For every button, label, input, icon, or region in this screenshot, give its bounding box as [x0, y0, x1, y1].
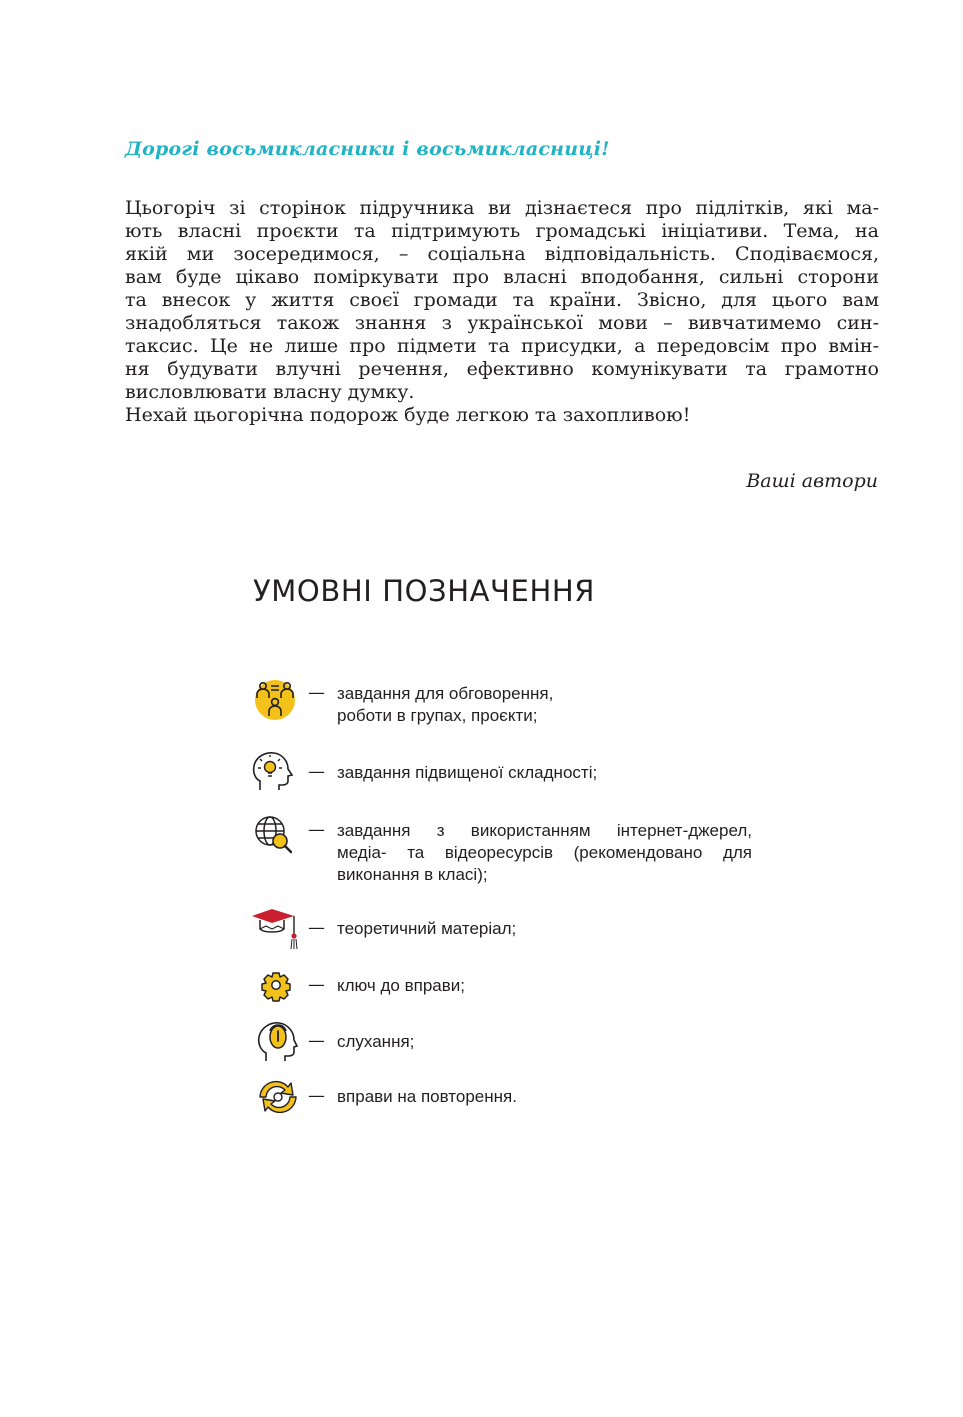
- legend-text-line: завдання для обговорення,: [337, 684, 554, 703]
- intro-line: висловлювати власну думку.: [125, 381, 415, 403]
- intro-line: ють власні проєкти та підтримують громадські ініціативи. Тема, на: [125, 220, 879, 242]
- greeting-heading: Дорогі восьмикласники і восьмикласниці!: [125, 138, 610, 160]
- intro-line: вам буде цікаво поміркувати про власні вподобання, сильні сторони: [125, 266, 879, 288]
- legend-text-line: завдання з використанням інтернет-джерел,: [337, 821, 752, 840]
- legend-description: [337, 1031, 752, 1053]
- repeat-arrows-icon: [250, 1075, 300, 1119]
- legend-title: УМОВНІ ПОЗНАЧЕННЯ: [253, 574, 596, 608]
- gear-key-icon: [250, 963, 300, 1007]
- intro-line: ня будувати влучні речення, ефективно комунікувати та грамотно: [125, 358, 879, 380]
- globe-search-icon: [250, 814, 300, 858]
- legend-dash: —: [308, 820, 325, 840]
- intro-paragraph: [125, 197, 879, 427]
- legend-description: [337, 1086, 752, 1108]
- legend-dash: —: [308, 683, 325, 703]
- legend-text-line: вправи на повторення.: [337, 1087, 517, 1106]
- graduation-cap-icon: [250, 906, 300, 950]
- legend-text-line: завдання підвищеної складності;: [337, 763, 598, 782]
- intro-line: якій ми зосередимося, – соціальна відповідальність. Сподіваємося,: [125, 243, 879, 265]
- lightbulb-head-icon: [250, 750, 300, 794]
- legend-description: [337, 683, 752, 727]
- legend-description: [337, 762, 752, 784]
- legend-dash: —: [308, 762, 325, 782]
- headphones-head-icon: [250, 1019, 300, 1063]
- legend-dash: —: [308, 918, 325, 938]
- legend-text-line: ключ до вправи;: [337, 976, 465, 995]
- signature: Ваші автори: [746, 470, 878, 492]
- legend-description: [337, 918, 752, 940]
- legend-text-line: роботи в групах, проєкти;: [337, 706, 538, 725]
- legend-text-line: теоретичний матеріал;: [337, 919, 517, 938]
- intro-line: Нехай цьогорічна подорож буде легкою та захопливою!: [125, 404, 691, 426]
- legend-description: [337, 820, 752, 886]
- legend-text-line: медіа- та відеоресурсів (рекомендовано для: [337, 843, 752, 862]
- legend-dash: —: [308, 975, 325, 995]
- intro-line: таксис. Це не лише про підмети та присудки, а передовсім про вмін-: [125, 335, 879, 357]
- legend-text-line: виконання в класі);: [337, 865, 488, 884]
- legend-dash: —: [308, 1031, 325, 1051]
- intro-line: та внесок у життя своєї громади та країни. Звісно, для цього вам: [125, 289, 879, 311]
- legend-text-line: слухання;: [337, 1032, 415, 1051]
- intro-line: знадобляться також знання з української мови – вивчатимемо син-: [125, 312, 879, 334]
- group-discussion-icon: [250, 678, 300, 722]
- legend-dash: —: [308, 1086, 325, 1106]
- legend-description: [337, 975, 752, 997]
- intro-line: Цьогоріч зі сторінок підручника ви дізнаєтеся про підлітків, які ма-: [125, 197, 879, 219]
